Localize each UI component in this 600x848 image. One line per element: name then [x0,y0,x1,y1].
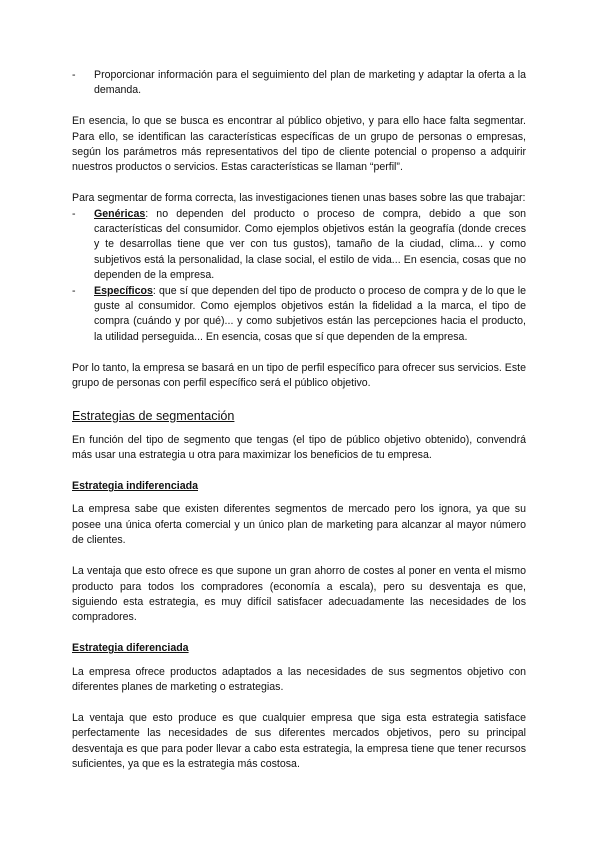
bullet-dash: - [72,207,76,220]
bullet-text: Proporcionar información para el seguimiento del plan de marketing y adaptar la oferta a la demanda. [94,69,526,97]
section-heading: Estrategias de segmentación [72,408,235,423]
term-genericas: Genéricas [94,207,146,220]
paragraph: En función del tipo de segmento que tengas (el tipo de público objetivo obtenido), convendrá más usar una estrategia u otra para maximizar los beneficios de tu empresa. [72,433,526,462]
bullet-text: : que sí que dependen del tipo de producto o proceso de compra y de lo que le guste al consumidor. Como ejemplos objetivos están la fidelidad a la marca, el tipo de compra (cuándo y por qué)... y como subjetivos están las percepciones hacia el producto, la utilidad perseguida... En esencia, cosas que sí que dependen de la empresa. [94,284,526,343]
paragraph: Por lo tanto, la empresa se basará en un tipo de perfil específico para ofrecer sus servicios. Este grupo de personas con perfil específico será el público objetivo. [72,361,526,390]
subsection-heading: Estrategia diferenciada [72,642,189,655]
paragraph: Para segmentar de forma correcta, las investigaciones tienen unas bases sobre las que trabajar: [72,192,526,205]
bullet-text: : no dependen del producto o proceso de compra, debido a que son características del consumidor. Como ejemplos objetivos están la geografía (donde creces y te desarrollas tiene que ver con tus gustos), tamaño de la ciudad, clima... y como subjetivos está la personalidad, la clase social, el estilo de vida... En esencia, cosas que no dependen de la empresa. [94,207,526,282]
list-item [72,68,526,99]
paragraph: La ventaja que esto produce es que cualquier empresa que siga esta estrategia satisface perfectamente las necesidades de sus diferentes mercados objetivos, pero su principal desventaja es que para poder llevar a cabo esta estrategia, la empresa tiene que tener recursos suficientes, ya que es la estrategia más costosa. [72,711,526,770]
paragraph: En esencia, lo que se busca es encontrar al público objetivo, y para ello hace falta segmentar. Para ello, se identifican las características específicas de un grupo de personas o empresas, según los parámetros más representativos del tipo de cliente potencial o propenso a adquirir nuestros productos o servicios. Estas características se llaman “perfil”. [72,115,526,174]
subsection-heading: Estrategia indiferenciada [72,480,198,493]
document-page [72,68,526,772]
paragraph: La empresa ofrece productos adaptados a las necesidades de sus segmentos objetivo con diferentes planes de marketing o estrategias. [72,665,526,693]
list-item [72,207,526,284]
bullet-dash: - [72,284,76,297]
paragraph: La empresa sabe que existen diferentes segmentos de mercado pero los ignora, ya que su posee una única oferta comercial y un único plan de marketing para alcanzar al mayor número de clientes. [72,503,526,547]
term-especificos: Específicos [94,284,153,297]
bullet-dash: - [72,69,76,81]
list-item [72,284,526,346]
paragraph: La ventaja que esto ofrece es que supone un gran ahorro de costes al poner en venta el mismo producto para todos los compradores (economía a escala), pero su desventaja es que, siguiendo esta estrategia, es muy difícil satisfacer adecuadamente las necesidades de los compradores. [72,565,526,624]
